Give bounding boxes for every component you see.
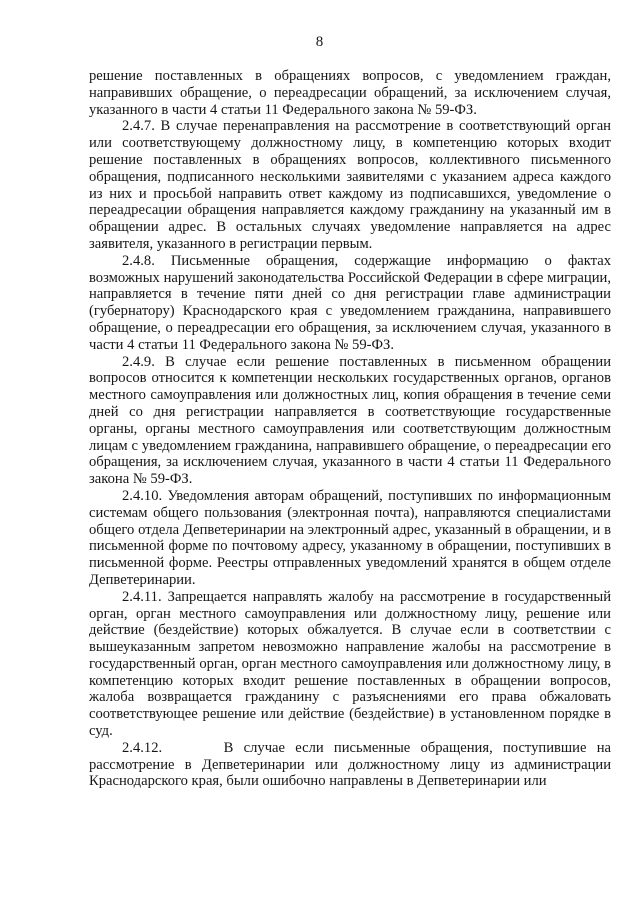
paragraph-continuation: решение поставленных в обращениях вопросов, с уведомлением граждан, направивших обращение, о переадресации обращений, за исключением случая, указанного в части 4 статьи 11 Федерального закона № 59-ФЗ. [89,68,611,118]
paragraph-2-4-10: 2.4.10. Уведомления авторам обращений, поступивших по информационным системам общего пользования (электронная почта), направляются специалистами общего отдела Депветеринарии на электронный адрес, указанный в обращении, и в письменной форме по почтовому адресу, указанному в обращении, поступивших в письменной форме. Реестры отправленных уведомлений хранятся в общем отделе Депветеринарии. [89,487,611,588]
page-number: 8 [315,34,324,50]
paragraph-2-4-12: 2.4.12. В случае если письменные обращения, поступившие на рассмотрение в Депветеринарии или должностному лицу из администрации Краснодарского края, были ошибочно направлены в Депветеринарии или [89,739,615,790]
paragraph-2-4-9: 2.4.9. В случае если решение поставленных в письменном обращении вопросов относится к компетенции нескольких государственных органов, органов местного самоуправления или должностных лиц, копия обращения в течение семи дней со дня регистрации направляется в соответствующие государственные органы, органы местного самоуправления или соответствующим должностным лицам с уведомлением гражданина, направившего обращение, о переадресации его обращения, за исключением случая, указанного в части 4 статьи 11 Федерального закона № 59-ФЗ. [89,353,611,488]
paragraph-2-4-8: 2.4.8. Письменные обращения, содержащие информацию о фактах возможных нарушений законодательства Российской Федерации в сфере миграции, направляется в течение пяти дней со дня регистрации главе администрации (губернатору) Краснодарского края с уведомлением гражданина, направившего обращение, о переадресации его обращения, за исключением случая, указанного в части 4 статьи 11 Федерального закона № 59-ФЗ. [89,252,611,353]
paragraph-2-4-7: 2.4.7. В случае перенаправления на рассмотрение в соответствующий орган или соответствующему должностному лицу, в компетенцию которых входит решение поставленных в обращениях вопросов, коллективного письменного обращения, подписанного несколькими заявителями с указанием адреса каждого из них и просьбой направить ответ каждому из подписавшихся, уведомление о переадресации обращения направляется каждому гражданину на указанный им в обращении адрес. В остальных случаях уведомление направляется на адрес заявителя, указанного в регистрации первым. [89,118,611,252]
document-body [89,68,615,790]
paragraph-2-4-11: 2.4.11. Запрещается направлять жалобу на рассмотрение в государственный орган, орган местного самоуправления или должностному лицу, решение или действие (бездействие) которых обжалуется. В случае если в соответствии с вышеуказанным запретом невозможно направление жалобы на рассмотрение в государственный орган, орган местного самоуправления или должностному лицу, в компетенцию которых входит решение поставленных в обращении вопросов, жалоба возвращается гражданину с разъяснениями его права обжаловать соответствующее решение или действие (бездействие) в установленном порядке в суд. [89,588,611,740]
